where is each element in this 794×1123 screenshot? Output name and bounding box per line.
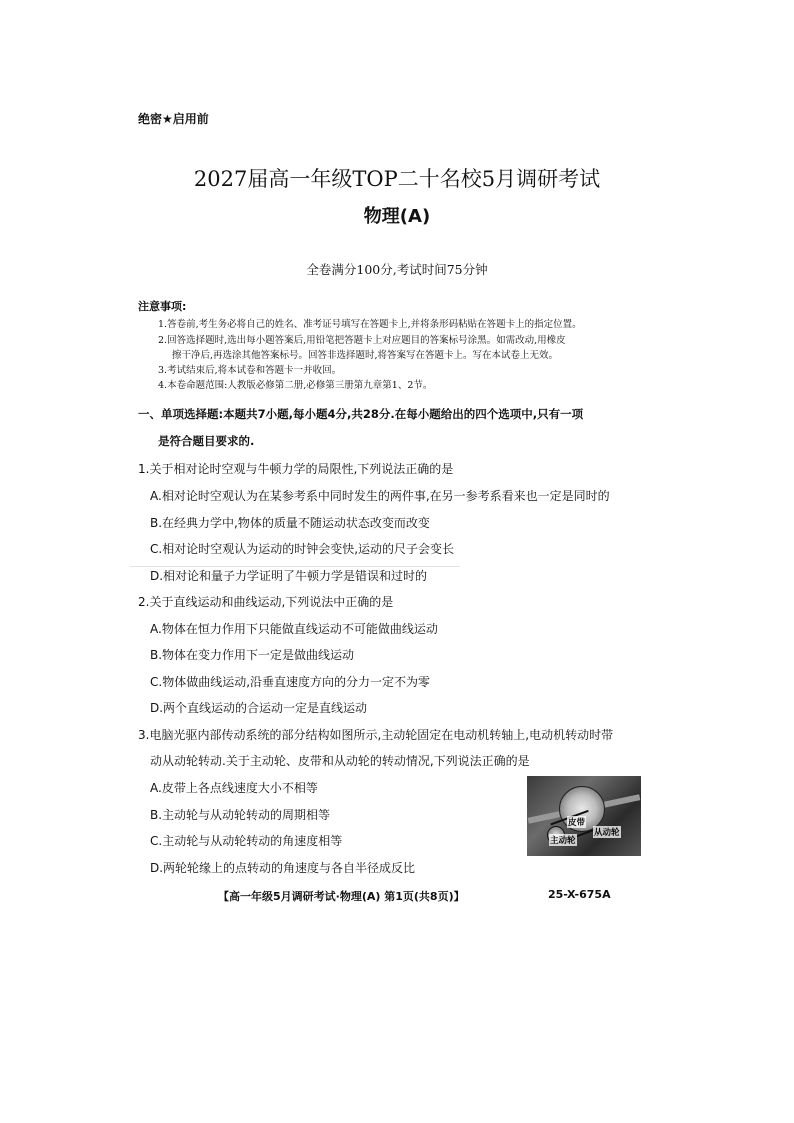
q1-option-b: B.在经典力学中,物体的质量不随运动状态改变而改变 [150,516,430,530]
driver-wheel-label: 主动轮 [550,836,576,846]
q1-option-c: C.相对论时空观认为运动的时钟会变快,运动的尺子会变长 [150,542,455,556]
belt-label: 皮带 [568,818,586,828]
exam-title: 2027届高一年级TOP二十名校5月调研考试 [193,167,601,191]
exam-meta: 全卷满分100分,考试时间75分钟 [306,262,488,277]
q3-option-d: D.两轮轮缘上的点转动的角速度与各自半径成反比 [150,861,416,875]
section-heading: 一、单项选择题:本题共7小题,每小题4分,共28分.在每小题给出的四个选项中,只有一项 [138,407,584,421]
question-1-stem: 1.关于相对论时空观与牛顿力学的局限性,下列说法正确的是 [138,462,454,476]
notice-item: 擦干净后,再选涂其他答案标号。回答非选择题时,将答案写在答题卡上。写在本试卷上无效。 [172,350,559,361]
q1-option-d: D.相对论和量子力学证明了牛顿力学是错误和过时的 [150,569,428,583]
question-2-stem: 2.关于直线运动和曲线运动,下列说法中正确的是 [138,595,394,609]
q3-option-c: C.主动轮与从动轮转动的角速度相等 [150,834,343,848]
confidential-label: 绝密★启用前 [138,112,209,126]
q2-option-c: C.物体做曲线运动,沿垂直速度方向的分力一定不为零 [150,675,431,689]
q1-option-a: A.相对论时空观认为在某参考系中同时发生的两件事,在另一参考系看来也一定是同时的 [150,489,610,503]
q2-option-b: B.物体在变力作用下一定是做曲线运动 [150,648,355,662]
exam-subject: 物理(A) [363,206,431,227]
q3-option-b: B.主动轮与从动轮转动的周期相等 [150,808,331,822]
driven-wheel-label: 从动轮 [594,828,620,838]
question-3-stem-cont: 动从动轮转动.关于主动轮、皮带和从动轮的转动情况,下列说法正确的是 [150,754,530,768]
notice-item: 1.答卷前,考生务必将自己的姓名、准考证号填写在答题卡上,并将条形码粘贴在答题卡上的指定位置。 [158,319,582,330]
notice-heading: 注意事项: [138,300,187,313]
q2-option-a: A.物体在恒力作用下只能做直线运动不可能做曲线运动 [150,622,438,636]
optical-drive-photo [527,776,641,856]
notice-item: 3.考试结束后,将本试卷和答题卡一并收回。 [158,365,342,376]
question-3-stem: 3.电脑光驱内部传动系统的部分结构如图所示,主动轮固定在电动机转轴上,电动机转动时带 [138,728,614,742]
q2-option-d: D.两个直线运动的合运动一定是直线运动 [150,701,368,715]
notice-item: 2.回答选择题时,选出每小题答案后,用铅笔把答题卡上对应题目的答案标号涂黑。如需改动,用橡皮 [158,335,566,346]
section-heading-cont: 是符合题目要求的. [158,434,255,448]
page-footer: 【高一年级5月调研考试·物理(A) 第1页(共8页)】 [218,890,465,903]
notice-item: 4.本卷命题范围:人教版必修第二册,必修第三册第九章第1、2节。 [158,380,433,391]
paper-code: 25-X-675A [548,888,611,901]
q3-option-a: A.皮带上各点线速度大小不相等 [150,781,318,795]
